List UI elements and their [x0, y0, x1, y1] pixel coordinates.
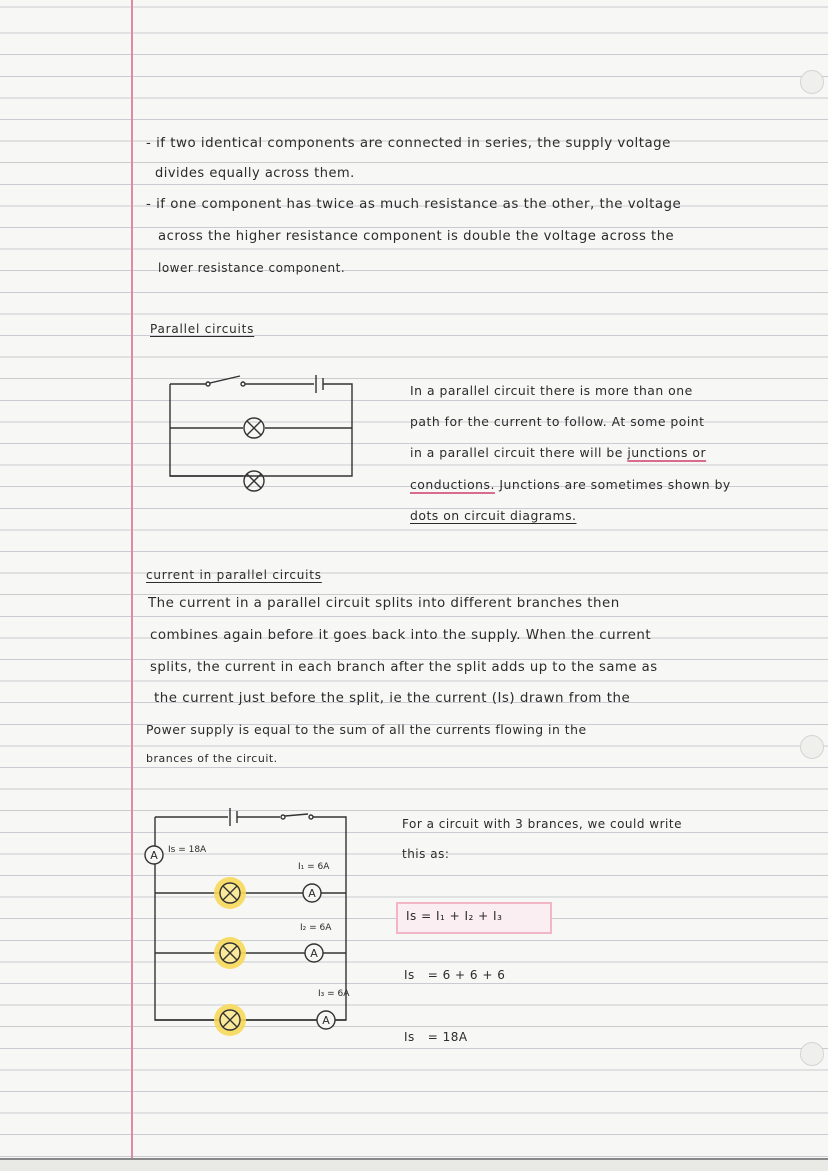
series-note-line: across the higher resistance component is double the voltage across the	[158, 229, 675, 244]
ammeter-letter: A	[322, 1014, 330, 1027]
branch-current-label: I₁ = 6A	[298, 862, 330, 872]
series-note-line: - if two identical components are connected in series, the supply voltage	[146, 136, 671, 151]
switch-contact	[241, 382, 245, 386]
current-text-line: combines again before it goes back into the supply. When the current	[150, 628, 652, 643]
switch-lever-icon	[210, 376, 240, 383]
page-bottom-edge	[0, 1158, 828, 1171]
parallel-text-line: dots on circuit diagrams.	[410, 508, 577, 523]
formula-intro-line: For a circuit with 3 brances, we could write	[402, 817, 682, 831]
current-text-line: splits, the current in each branch after the split adds up to the same as	[150, 660, 658, 675]
branch-current-label: I₃ = 6A	[318, 989, 350, 999]
parallel-circuit-diagram	[170, 375, 352, 491]
current-text-line: The current in a parallel circuit splits into different branches then	[148, 596, 620, 611]
formula-sum: Is = I₁ + I₂ + I₃	[406, 909, 503, 923]
current-text-line: the current just before the split, ie the current (Is) drawn from the	[154, 691, 631, 706]
parallel-circuits-heading: Parallel circuits	[150, 322, 255, 336]
branch-current-label: I₂ = 6A	[300, 923, 332, 933]
ammeter-circuit-diagram	[145, 808, 346, 1020]
supply-current-label: Is = 18A	[168, 845, 207, 855]
current-parallel-heading: current in parallel circuits	[146, 568, 322, 582]
ammeter-letter: A	[308, 887, 316, 900]
formula-intro-line: this as:	[402, 847, 450, 861]
series-note-line: divides equally across them.	[155, 166, 355, 181]
parallel-text-line: path for the current to follow. At some point	[410, 414, 705, 429]
highlighted-lamps	[214, 877, 246, 1036]
ammeter-letter: A	[150, 849, 158, 862]
parallel-text-segment: in a parallel circuit there will be	[410, 445, 623, 460]
conductions-term: conductions.	[410, 477, 495, 492]
current-text-line: Power supply is equal to the sum of all the currents flowing in the	[146, 722, 587, 737]
parallel-text-segment: Junctions are sometimes shown by	[499, 477, 731, 492]
current-text-line: brances of the circuit.	[146, 752, 278, 765]
switch-lever-icon	[285, 814, 308, 816]
parallel-text-line: In a parallel circuit there is more than one	[410, 383, 693, 398]
formula-substitution: Is = 6 + 6 + 6	[404, 968, 506, 982]
switch-contact	[206, 382, 210, 386]
ammeter-letter: A	[310, 947, 318, 960]
formula-result: Is = 18A	[404, 1030, 468, 1044]
junctions-term: junctions or	[627, 445, 707, 460]
series-note-line: - if one component has twice as much resistance as the other, the voltage	[146, 197, 682, 212]
series-note-line: lower resistance component.	[158, 261, 346, 275]
